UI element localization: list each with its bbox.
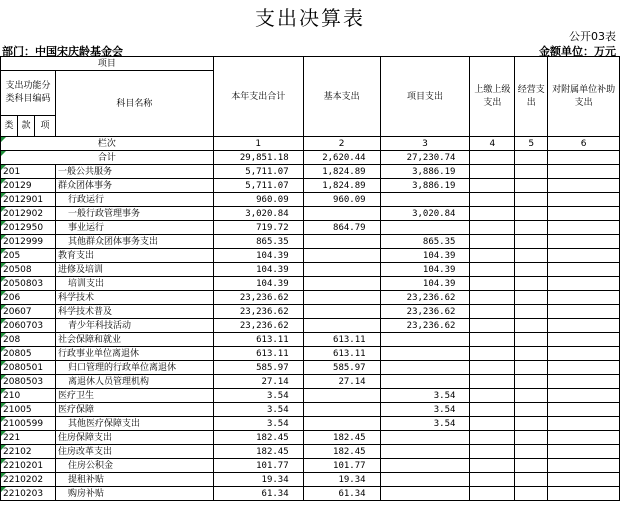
sum-upper [470,151,515,165]
row-basic [303,305,380,319]
row-total: 3,020.84 [213,207,303,221]
table-row [1,389,620,403]
row-subsidy [548,221,620,235]
row-code: 2012902 [1,207,56,221]
row-total: 23,236.62 [213,305,303,319]
table-row [1,235,620,249]
row-code: 22102 [1,445,56,459]
row-basic: 19.34 [303,473,380,487]
row-code: 20607 [1,305,56,319]
row-business [515,361,548,375]
expenditure-table [0,56,620,501]
row-code: 2210203 [1,487,56,501]
row-project [380,431,470,445]
row-project: 3.54 [380,389,470,403]
row-total: 613.11 [213,347,303,361]
header-total: 本年支出合计 [213,57,303,137]
row-basic: 1,824.89 [303,179,380,193]
row-basic: 27.14 [303,375,380,389]
row-project [380,445,470,459]
row-business [515,207,548,221]
row-total: 585.97 [213,361,303,375]
row-subsidy [548,235,620,249]
row-basic [303,235,380,249]
row-subsidy [548,179,620,193]
row-total: 27.14 [213,375,303,389]
row-upper [470,445,515,459]
row-subsidy [548,459,620,473]
row-upper [470,221,515,235]
row-total: 5,711.07 [213,165,303,179]
row-code: 208 [1,333,56,347]
row-subsidy [548,487,620,501]
table-row [1,473,620,487]
row-subsidy [548,193,620,207]
row-name: 行政运行 [55,193,213,207]
row-basic: 182.45 [303,431,380,445]
row-name: 社会保障和就业 [55,333,213,347]
row-subsidy [548,361,620,375]
row-subsidy [548,417,620,431]
row-total: 3.54 [213,389,303,403]
table-row [1,319,620,333]
row-total: 104.39 [213,249,303,263]
row-upper [470,179,515,193]
row-project [380,333,470,347]
table-body [1,165,620,501]
row-code: 210 [1,389,56,403]
table-row [1,207,620,221]
table-row [1,221,620,235]
header-project: 项目支出 [380,57,470,137]
row-basic [303,403,380,417]
row-project: 23,236.62 [380,305,470,319]
table-row [1,291,620,305]
col-num-1: 1 [213,137,303,151]
row-name: 事业运行 [55,221,213,235]
row-code: 2080503 [1,375,56,389]
row-business [515,165,548,179]
row-total: 719.72 [213,221,303,235]
form-code: 公开03表 [569,30,616,43]
row-project: 104.39 [380,277,470,291]
row-code: 2210201 [1,459,56,473]
row-subsidy [548,389,620,403]
row-code: 2080501 [1,361,56,375]
table-row [1,179,620,193]
row-total: 104.39 [213,277,303,291]
row-upper [470,417,515,431]
table-row [1,193,620,207]
sum-subsidy [548,151,620,165]
page-title: 支出决算表 [255,6,365,30]
row-upper [470,291,515,305]
table-row [1,305,620,319]
row-total: 182.45 [213,431,303,445]
header-upper: 上缴上级支出 [470,57,515,137]
row-business [515,347,548,361]
sum-total: 29,851.18 [213,151,303,165]
row-business [515,291,548,305]
row-basic [303,249,380,263]
row-business [515,459,548,473]
row-total: 101.77 [213,459,303,473]
row-basic: 1,824.89 [303,165,380,179]
row-subsidy [548,207,620,221]
row-code: 20508 [1,263,56,277]
row-upper [470,431,515,445]
table-row [1,165,620,179]
expenditure-table-wrap [0,56,620,501]
sum-project: 27,230.74 [380,151,470,165]
row-upper [470,403,515,417]
col-num-6: 6 [548,137,620,151]
row-basic [303,319,380,333]
row-business [515,277,548,291]
row-upper [470,305,515,319]
row-total: 23,236.62 [213,291,303,305]
row-business [515,179,548,193]
row-business [515,319,548,333]
row-total: 61.34 [213,487,303,501]
header-subject-name: 科目名称 [55,71,213,137]
row-subsidy [548,375,620,389]
row-upper [470,473,515,487]
row-total: 182.45 [213,445,303,459]
row-project: 3,020.84 [380,207,470,221]
row-name: 一般行政管理事务 [55,207,213,221]
row-basic [303,417,380,431]
row-subsidy [548,319,620,333]
row-business [515,305,548,319]
row-name: 其他群众团体事务支出 [55,235,213,249]
row-subsidy [548,249,620,263]
table-row [1,347,620,361]
row-name: 住房公积金 [55,459,213,473]
row-name: 医疗卫生 [55,389,213,403]
table-row [1,263,620,277]
row-code: 206 [1,291,56,305]
row-code: 2012950 [1,221,56,235]
row-upper [470,361,515,375]
row-name: 住房保障支出 [55,431,213,445]
row-subsidy [548,291,620,305]
row-total: 3.54 [213,417,303,431]
row-code: 201 [1,165,56,179]
row-business [515,249,548,263]
row-business [515,431,548,445]
row-code: 2050803 [1,277,56,291]
table-row [1,403,620,417]
row-code: 2012901 [1,193,56,207]
row-project: 3,886.19 [380,179,470,193]
row-upper [470,207,515,221]
row-name: 科学技术普及 [55,305,213,319]
row-subsidy [548,431,620,445]
header-kuan: 款 [17,116,34,137]
table-row [1,361,620,375]
row-business [515,193,548,207]
header-xiang: 项 [34,116,55,137]
row-project [380,193,470,207]
row-basic: 864.79 [303,221,380,235]
row-project: 3.54 [380,417,470,431]
row-upper [470,487,515,501]
col-num-5: 5 [515,137,548,151]
row-subsidy [548,277,620,291]
row-name: 一般公共服务 [55,165,213,179]
department-label: 部门：中国宋庆龄基金会 [2,45,123,58]
row-project [380,473,470,487]
row-subsidy [548,263,620,277]
row-project [380,487,470,501]
row-total: 104.39 [213,263,303,277]
row-business [515,333,548,347]
row-business [515,417,548,431]
row-total: 613.11 [213,333,303,347]
sum-basic: 2,620.44 [303,151,380,165]
row-basic: 585.97 [303,361,380,375]
row-name: 行政事业单位离退休 [55,347,213,361]
row-code: 20129 [1,179,56,193]
row-subsidy [548,445,620,459]
row-upper [470,333,515,347]
row-total: 19.34 [213,473,303,487]
row-upper [470,263,515,277]
col-num-4: 4 [470,137,515,151]
row-basic [303,389,380,403]
row-code: 2012999 [1,235,56,249]
row-business [515,487,548,501]
row-business [515,473,548,487]
row-name: 归口管理的行政单位离退休 [55,361,213,375]
row-upper [470,277,515,291]
table-row [1,333,620,347]
row-code: 2100599 [1,417,56,431]
row-subsidy [548,305,620,319]
row-business [515,221,548,235]
row-project: 3,886.19 [380,165,470,179]
row-project: 865.35 [380,235,470,249]
row-name: 群众团体事务 [55,179,213,193]
row-project [380,459,470,473]
col-num-2: 2 [303,137,380,151]
row-code: 2210202 [1,473,56,487]
row-upper [470,319,515,333]
header-lei: 类 [1,116,18,137]
header-business: 经营支出 [515,57,548,137]
row-upper [470,347,515,361]
table-row [1,487,620,501]
header-func-class: 支出功能分类科目编码 [1,71,56,116]
row-upper [470,193,515,207]
row-code: 205 [1,249,56,263]
row-name: 青少年科技活动 [55,319,213,333]
row-name: 进修及培训 [55,263,213,277]
row-subsidy [548,473,620,487]
table-row [1,445,620,459]
row-project [380,347,470,361]
row-order-label: 栏次 [1,137,214,151]
table-row [1,249,620,263]
row-basic: 182.45 [303,445,380,459]
row-name: 培训支出 [55,277,213,291]
table-row [1,375,620,389]
row-upper [470,235,515,249]
table-row [1,277,620,291]
row-name: 其他医疗保障支出 [55,417,213,431]
row-business [515,389,548,403]
row-upper [470,249,515,263]
row-code: 221 [1,431,56,445]
row-project: 104.39 [380,263,470,277]
row-name: 医疗保障 [55,403,213,417]
row-code: 2060703 [1,319,56,333]
table-row [1,459,620,473]
header-basic: 基本支出 [303,57,380,137]
row-project: 3.54 [380,403,470,417]
row-name: 住房改革支出 [55,445,213,459]
row-name: 教育支出 [55,249,213,263]
row-basic: 613.11 [303,347,380,361]
row-project: 23,236.62 [380,319,470,333]
row-upper [470,165,515,179]
row-subsidy [548,165,620,179]
row-total: 5,711.07 [213,179,303,193]
row-project: 104.39 [380,249,470,263]
row-project: 23,236.62 [380,291,470,305]
table-row [1,417,620,431]
row-upper [470,459,515,473]
row-upper [470,375,515,389]
row-basic: 613.11 [303,333,380,347]
row-business [515,235,548,249]
row-name: 科学技术 [55,291,213,305]
col-num-3: 3 [380,137,470,151]
header-subsidy: 对附属单位补助支出 [548,57,620,137]
row-business [515,403,548,417]
row-subsidy [548,347,620,361]
row-total: 23,236.62 [213,319,303,333]
row-basic [303,277,380,291]
row-name: 离退休人员管理机构 [55,375,213,389]
table-row [1,431,620,445]
row-upper [470,389,515,403]
row-subsidy [548,333,620,347]
sum-business [515,151,548,165]
row-name: 提租补贴 [55,473,213,487]
row-subsidy [548,403,620,417]
row-business [515,375,548,389]
header-item: 项目 [1,57,214,71]
row-project [380,221,470,235]
row-basic: 960.09 [303,193,380,207]
unit-label: 金额单位：万元 [539,45,616,58]
row-business [515,445,548,459]
row-business [515,263,548,277]
row-total: 3.54 [213,403,303,417]
row-project [380,361,470,375]
row-basic: 101.77 [303,459,380,473]
row-project [380,375,470,389]
row-basic [303,291,380,305]
row-code: 20805 [1,347,56,361]
sum-row-label: 合计 [1,151,214,165]
row-basic [303,207,380,221]
row-total: 865.35 [213,235,303,249]
row-basic [303,263,380,277]
row-code: 21005 [1,403,56,417]
row-total: 960.09 [213,193,303,207]
row-basic: 61.34 [303,487,380,501]
row-name: 购房补贴 [55,487,213,501]
